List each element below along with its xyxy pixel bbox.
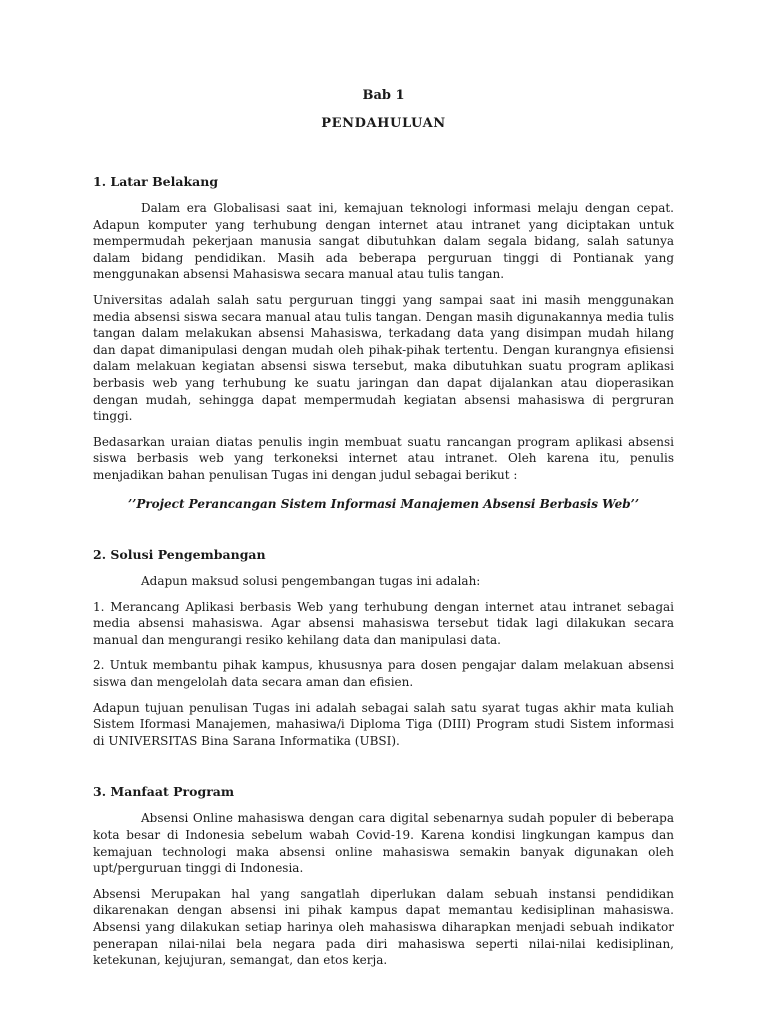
- paragraph: Adapun tujuan penulisan Tugas ini adalah sebagai salah satu syarat tugas akhir mata kuliah Sistem Iformasi Manajemen, mahasiwa/i Diploma Tiga (DIII) Program studi Sistem informasi di UNIVERSITAS Bina Sarana Informatika (UBSI).: [93, 700, 674, 748]
- paragraph: Absensi Online mahasiswa dengan cara digital sebenarnya sudah populer di beberapa kota besar di Indonesia sebelum wabah Covid-19. Karena kondisi lingkungan kampus dan kemajuan technologi maka absensi online mahasiswa semakin banyak digunakan oleh upt/perguruan tinggi di Indonesia.: [93, 811, 674, 876]
- section-heading-solusi-pengembangan: 2. Solusi Pengembangan: [93, 547, 266, 563]
- chapter-number: Bab 1: [362, 88, 405, 103]
- project-title-quote: ’’Project Perancangan Sistem Informasi Manajemen Absensi Berbasis Web’’: [127, 496, 640, 511]
- list-item: 1. Merancang Aplikasi berbasis Web yang terhubung dengan internet atau intranet sebagai media absensi mahasiswa. Agar absensi mahasiswa tersebut tidak lagi dilakukan secara manual dan mengurangi resiko kehilang data dan manipulasi data.: [93, 599, 674, 647]
- paragraph: Universitas adalah salah satu perguruan tinggi yang sampai saat ini masih menggunakan media absensi siswa secara manual atau tulis tangan. Dengan masih digunakannya media tulis tangan dalam melakukan absensi Mahasiswa, terkadang data yang disimpan mudah hilang dan dapat dimanipulasi dengan mudah oleh pihak-pihak tertentu. Dengan kurangnya efisiensi dalam melakuan kegiatan absensi siswa tersebut, maka dibutuhkan suatu program aplikasi berbasis web yang terhubung ke suatu jaringan dan dapat dijalankan atau dioperasikan dengan mudah, sehingga dapat mempermudah kegiatan absensi mahasiswa di pergruran tinggi.: [93, 292, 674, 424]
- paragraph: Bedasarkan uraian diatas penulis ingin membuat suatu rancangan program aplikasi absensi siswa berbasis web yang terkoneksi internet atau intranet. Oleh karena itu, penulis menjadikan bahan penulisan Tugas ini dengan judul sebagai berikut :: [93, 434, 674, 482]
- paragraph: Absensi Merupakan hal yang sangatlah diperlukan dalam sebuah instansi pendidikan dikarenakan dengan absensi ini pihak kampus dapat memantau kedisiplinan mahasiswa. Absensi yang dilakukan setiap harinya oleh mahasiswa diharapkan menjadi sebuah indikator penerapan nilai-nilai bela negara pada diri mahasiswa seperti nilai-nilai kedisiplinan, ketekunan, kejujuran, semangat, dan etos kerja.: [93, 886, 674, 968]
- list-item: 2. Untuk membantu pihak kampus, khususnya para dosen pengajar dalam melakuan absensi siswa dan mengelolah data secara aman dan efisien.: [93, 658, 674, 690]
- section-heading-latar-belakang: 1. Latar Belakang: [93, 174, 219, 189]
- paragraph: Dalam era Globalisasi saat ini, kemajuan teknologi informasi melaju dengan cepat. Adapun komputer yang terhubung dengan internet atau intranet yang diciptakan untuk mempermudah pekerjaan manusia sangat dibutuhkan dalam segala bidang, salah satunya dalam bidang pendidikan. Masih ada beberapa perguruan tinggi di Pontianak yang menggunakan absensi Mahasiswa secara manual atau tulis tangan.: [93, 201, 674, 282]
- paragraph: Adapun maksud solusi pengembangan tugas ini adalah:: [141, 574, 481, 589]
- chapter-title: PENDAHULUAN: [321, 116, 446, 131]
- section-heading-manfaat-program: 3. Manfaat Program: [93, 784, 235, 800]
